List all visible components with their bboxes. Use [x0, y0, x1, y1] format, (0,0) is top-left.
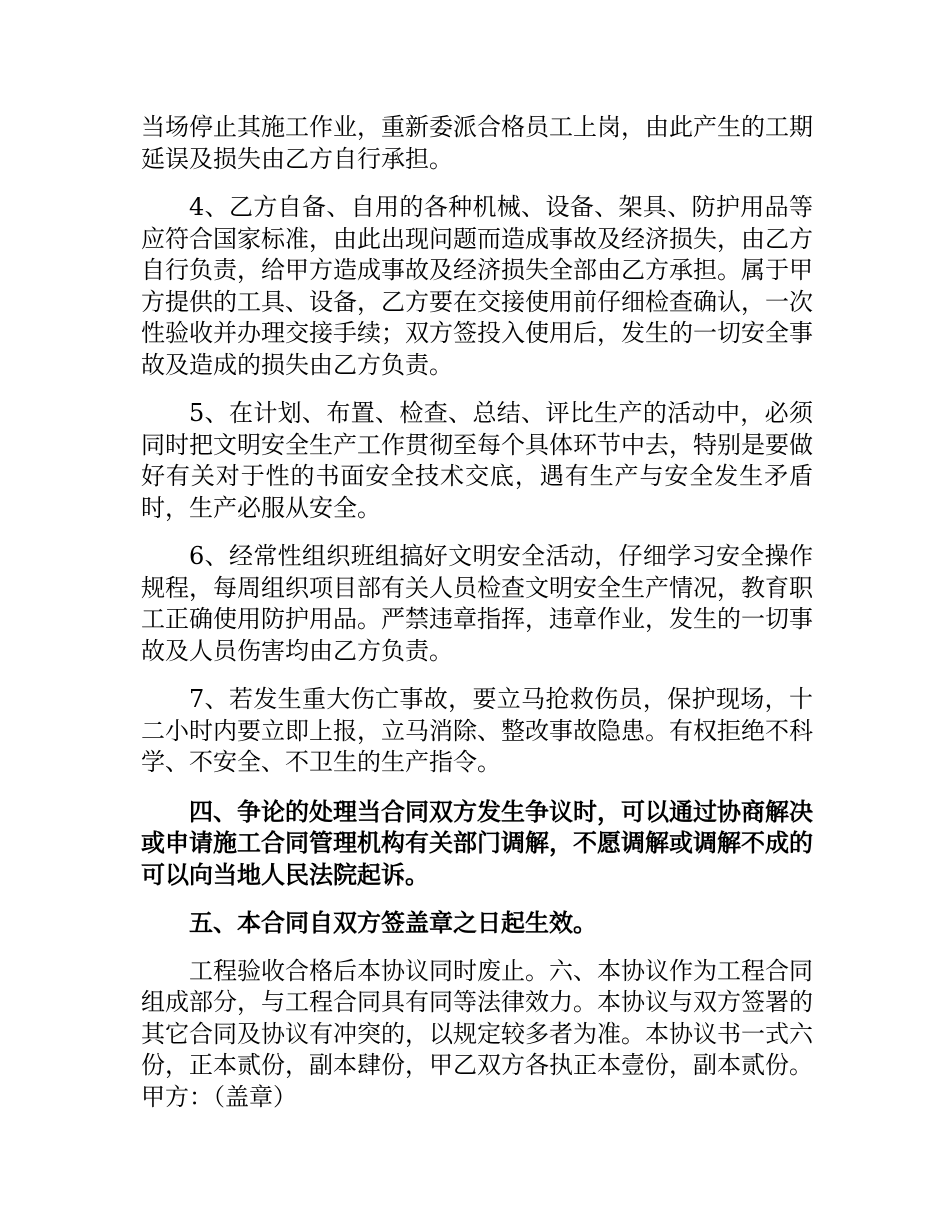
paragraph-clause-7: 7、若发生重大伤亡事故，要立马抢救伤员，保护现场，十二小时内要立即上报，立马消除、整改事故隐患。有权拒绝不科学、不安全、不卫生的生产指令。: [141, 685, 813, 776]
section-heading-dispute: 四、争论的处理当合同双方发生争议时，可以通过协商解决或申请施工合同管理机构有关部门调解，不愿调解或调解不成的可以向当地人民法院起诉。: [141, 796, 813, 889]
paragraph-clause-6: 6、经常性组织班组搞好文明安全活动，仔细学习安全操作规程，每周组织项目部有关人员检查文明安全生产情况，教育职工正确使用防护用品。严禁违章指挥，违章作业，发生的一切事故及人员伤害均由乙方负责。: [141, 542, 813, 665]
paragraph-clause-4: 4、乙方自备、自用的各种机械、设备、架具、防护用品等应符合国家标准，由此出现问题而造成事故及经济损失，由乙方自行负责，给甲方造成事故及经济损失全部由乙方承担。属于甲方提供的工具、设备，乙方要在交接使用前仔细检查确认，一次性验收并办理交接手续；双方签投入使用后，发生的一切安全事故及造成的损失由乙方负责。: [141, 193, 813, 379]
section-heading-effective: 五、本合同自双方签盖章之日起生效。: [189, 908, 597, 937]
paragraph-continuation: 当场停止其施工作业，重新委派合格员工上岗，由此产生的工期延误及损失由乙方自行承担。: [141, 113, 813, 173]
paragraph-closing: 工程验收合格后本协议同时废止。六、本协议作为工程合同组成部分，与工程合同具有同等法律效力。本协议与双方签署的其它合同及协议有冲突的，以规定较多者为准。本协议书一式六份，正本贰份，副本肆份，甲乙双方各执正本壹份，副本贰份。甲方：（盖章）: [141, 956, 813, 1111]
paragraph-clause-5: 5、在计划、布置、检查、总结、评比生产的活动中，必须同时把文明安全生产工作贯彻至每个具体环节中去，特别是要做好有关对于性的书面安全技术交底，遇有生产与安全发生矛盾时，生产必服从安全。: [141, 399, 813, 522]
document-page: [141, 112, 813, 1130]
